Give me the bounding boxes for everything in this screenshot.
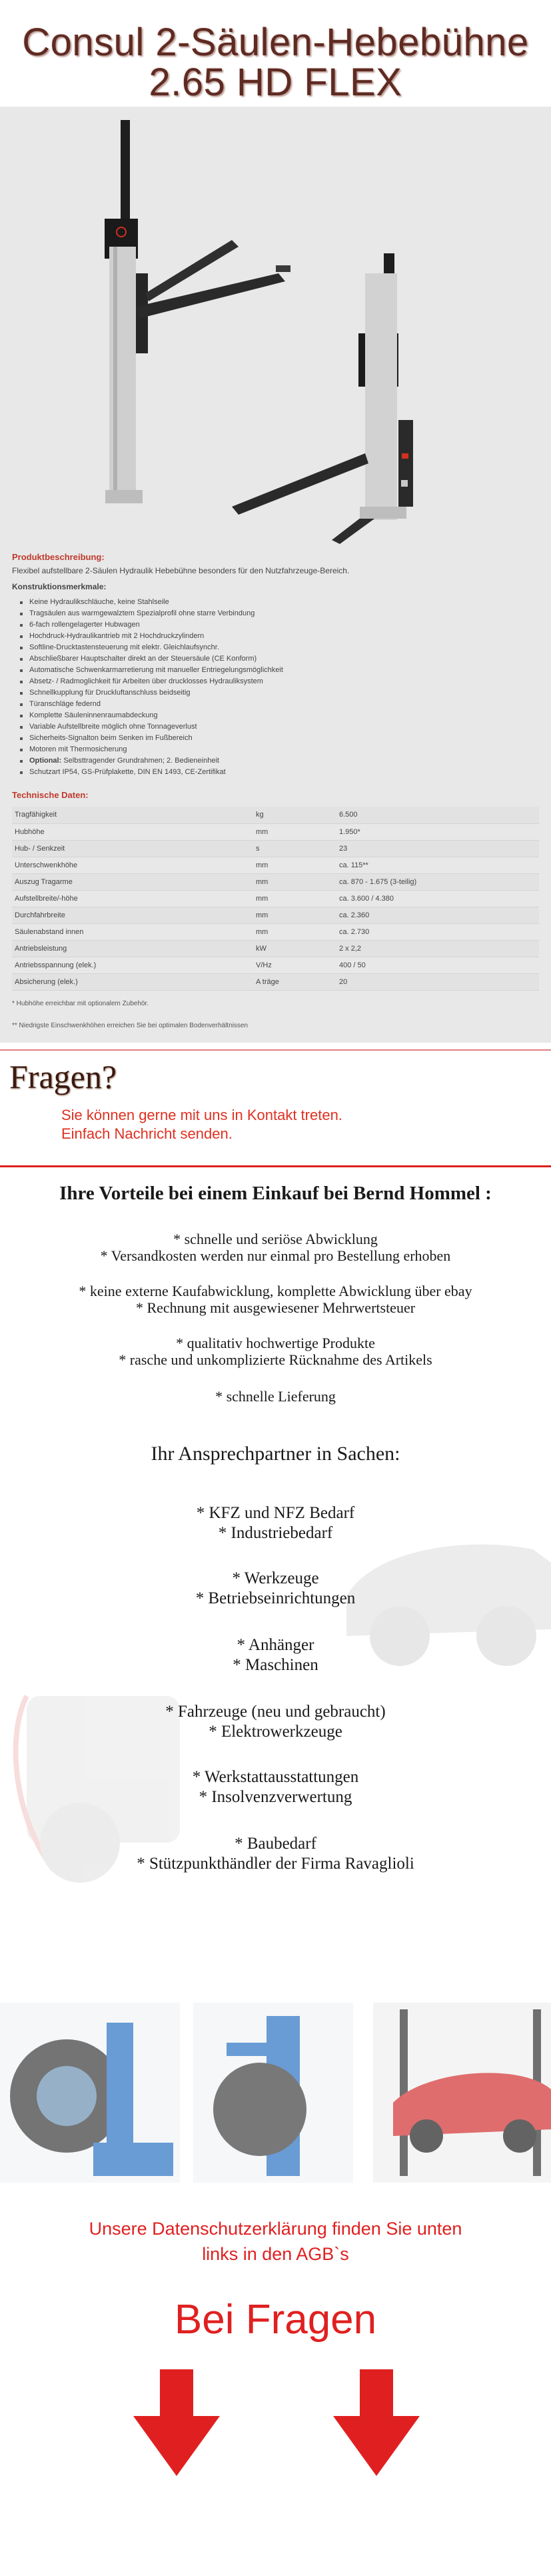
table-row xyxy=(12,923,539,940)
spec-value: ca. 115** xyxy=(336,857,539,873)
optional-label: Optional: xyxy=(29,757,62,765)
spec-unit: A träge xyxy=(253,973,336,990)
background-illustration xyxy=(0,1176,551,2189)
spec-unit: mm xyxy=(253,823,336,840)
feature-item: 6-fach rollengelagerter Hubwagen xyxy=(17,619,539,631)
spec-value: 1.950* xyxy=(336,823,539,840)
footnote-1: * Hubhöhe erreichbar mit optionalem Zubehör. xyxy=(12,999,149,1007)
table-row xyxy=(12,823,539,840)
description-text: Flexibel aufstellbare 2-Säulen Hydraulik Hebebühne besonders für den Nutzfahrzeuge-Bereich. xyxy=(12,566,350,575)
privacy-notice-line1: Unsere Datenschutzerklärung finden Sie unten xyxy=(89,2218,462,2239)
product-title-line1: Consul 2-Säulen-Hebebühne xyxy=(22,21,529,64)
spec-name: Unterschwenkhöhe xyxy=(12,857,253,873)
category-item: * Werkstattausstattungen xyxy=(192,1767,359,1786)
tech-data-heading: Technische Daten: xyxy=(12,790,89,800)
divider xyxy=(0,1165,551,1167)
spec-unit: mm xyxy=(253,873,336,890)
features-heading: Konstruktionsmerkmale: xyxy=(12,582,107,591)
product-title-line2: 2.65 HD FLEX xyxy=(149,61,402,104)
spec-name: Tragfähigkeit xyxy=(12,807,253,823)
category-item: * Werkzeuge xyxy=(232,1569,319,1587)
table-row xyxy=(12,890,539,907)
feature-item: Hochdruck-Hydraulikantrieb mit 2 Hochdruckzylindern xyxy=(17,631,539,642)
category-item: * Fahrzeuge (neu und gebraucht) xyxy=(165,1702,386,1721)
feature-item: Schutzart IP54, GS-Prüfplakette, DIN EN 1493, CE-Zertifikat xyxy=(17,767,539,778)
category-item: * Betriebseinrichtungen xyxy=(195,1589,356,1607)
category-item: * Anhänger xyxy=(237,1635,314,1654)
table-row xyxy=(12,907,539,923)
category-item: * Maschinen xyxy=(233,1655,318,1674)
spec-name: Hubhöhe xyxy=(12,823,253,840)
spec-unit: s xyxy=(253,840,336,857)
feature-item: Motoren mit Thermosicherung xyxy=(17,744,539,755)
benefit-item: * Versandkosten werden nur einmal pro Bestellung erhoben xyxy=(100,1247,451,1264)
optional-text: Selbsttragender Grundrahmen; 2. Bedieneinheit xyxy=(63,757,219,765)
table-row xyxy=(12,957,539,973)
table-row xyxy=(12,873,539,890)
benefit-item: * qualitativ hochwertige Produkte xyxy=(176,1334,375,1351)
contact-text-2: Einfach Nachricht senden. xyxy=(61,1125,233,1142)
feature-item: Absetz- / Radmoglichkeit für Arbeiten über drucklosses Hydrauliksystem xyxy=(17,676,539,687)
spec-name: Durchfahrbreite xyxy=(12,907,253,923)
feature-item: Sicherheits-Signalton beim Senken im Fußbereich xyxy=(17,733,539,744)
benefit-item: * schnelle Lieferung xyxy=(215,1387,336,1405)
spec-unit: V/Hz xyxy=(253,957,336,973)
category-item: * Insolvenzverwertung xyxy=(199,1787,352,1806)
spec-name: Auszug Tragarme xyxy=(12,873,253,890)
questions-section xyxy=(0,1043,551,1176)
spec-value: 6.500 xyxy=(336,807,539,823)
spec-value: 20 xyxy=(336,973,539,990)
feature-item: Softline-Drucktastensteuerung mit elektr. Gleichlaufsynchr. xyxy=(17,642,539,653)
spec-value: 2 x 2,2 xyxy=(336,940,539,957)
feature-item: Tragsäulen aus warmgewalztem Spezialprofil ohne starre Verbindung xyxy=(17,608,539,619)
table-row xyxy=(12,840,539,857)
spec-unit: mm xyxy=(253,890,336,907)
divider xyxy=(0,1049,551,1051)
cta-heading: Bei Fragen xyxy=(174,2296,377,2343)
product-panel xyxy=(0,107,551,1043)
benefit-item: * rasche und unkomplizierte Rücknahme des Artikels xyxy=(119,1351,432,1368)
questions-heading: Fragen? xyxy=(9,1057,117,1095)
spec-value: 400 / 50 xyxy=(336,957,539,973)
privacy-notice-line2: links in den AGB`s xyxy=(202,2243,349,2264)
feature-list xyxy=(17,597,539,778)
spec-name: Antriebsleistung xyxy=(12,940,253,957)
spec-value: ca. 2.730 xyxy=(336,923,539,940)
benefits-section xyxy=(0,1176,551,2189)
spec-value: ca. 2.360 xyxy=(336,907,539,923)
footer-section xyxy=(0,2189,551,2576)
benefit-item: * keine externe Kaufabwicklung, komplette Abwicklung über ebay xyxy=(79,1282,472,1299)
spec-name: Hub- / Senkzeit xyxy=(12,840,253,857)
footnote-2: ** Niedrigste Einschwenkhöhen erreichen Sie bei optimalen Bodenverhältnissen xyxy=(12,1021,249,1029)
spec-name: Säulenabstand innen xyxy=(12,923,253,940)
benefits-heading: Ihre Vorteile bei einem Einkauf bei Bernd Hommel : xyxy=(59,1182,492,1204)
feature-item: Türanschläge federnd xyxy=(17,699,539,710)
contact-heading: Ihr Ansprechpartner in Sachen: xyxy=(151,1442,400,1465)
feature-item: Abschließbarer Hauptschalter direkt an der Steuersäule (CE Konform) xyxy=(17,653,539,665)
spec-value: ca. 870 - 1.675 (3-teilig) xyxy=(336,873,539,890)
table-row xyxy=(12,940,539,957)
table-row xyxy=(12,857,539,873)
contact-text-1: Sie können gerne mit uns in Kontakt treten. xyxy=(61,1106,342,1123)
header xyxy=(0,0,551,107)
lift-image xyxy=(12,107,539,547)
benefit-item: * schnelle und seriöse Abwicklung xyxy=(173,1230,378,1247)
category-item: * KFZ und NFZ Bedarf xyxy=(196,1503,355,1522)
category-item: * Elektrowerkzeuge xyxy=(209,1722,342,1741)
spec-unit: kg xyxy=(253,807,336,823)
arrow-down-icon xyxy=(133,2369,220,2476)
arrow-down-icon xyxy=(333,2369,420,2476)
feature-item-optional xyxy=(17,755,539,767)
spec-value: 23 xyxy=(336,840,539,857)
feature-item: Automatische Schwenkarmarretierung mit manueller Entriegelungsmöglichkeit xyxy=(17,665,539,676)
spec-name: Aufstellbreite/-höhe xyxy=(12,890,253,907)
category-item: * Baubedarf xyxy=(235,1834,316,1853)
spec-value: ca. 3.600 / 4.380 xyxy=(336,890,539,907)
category-item: * Industriebedarf xyxy=(218,1523,333,1542)
two-post-lift-illustration xyxy=(12,107,539,547)
benefit-item: * Rechnung mit ausgewiesener Mehrwertsteuer xyxy=(135,1299,416,1316)
feature-item: Komplette Säuleninnenraumabdeckung xyxy=(17,710,539,721)
tech-data-table xyxy=(12,807,539,991)
arrows xyxy=(0,2349,551,2576)
spec-unit: mm xyxy=(253,907,336,923)
category-item: * Stützpunkthändler der Firma Ravaglioli xyxy=(137,1854,414,1873)
feature-item: Keine Hydraulikschläuche, keine Stahlseile xyxy=(17,597,539,608)
spec-unit: mm xyxy=(253,923,336,940)
spec-unit: mm xyxy=(253,857,336,873)
spec-unit: kW xyxy=(253,940,336,957)
spec-name: Absicherung (elek.) xyxy=(12,973,253,990)
feature-item: Variable Aufstellbreite möglich ohne Tonnageverlust xyxy=(17,721,539,733)
feature-item: Schnellkupplung für Druckluftanschluss beidseitig xyxy=(17,687,539,699)
description-heading: Produktbeschreibung: xyxy=(12,552,105,562)
table-row xyxy=(12,973,539,990)
table-row xyxy=(12,807,539,823)
spec-name: Antriebsspannung (elek.) xyxy=(12,957,253,973)
